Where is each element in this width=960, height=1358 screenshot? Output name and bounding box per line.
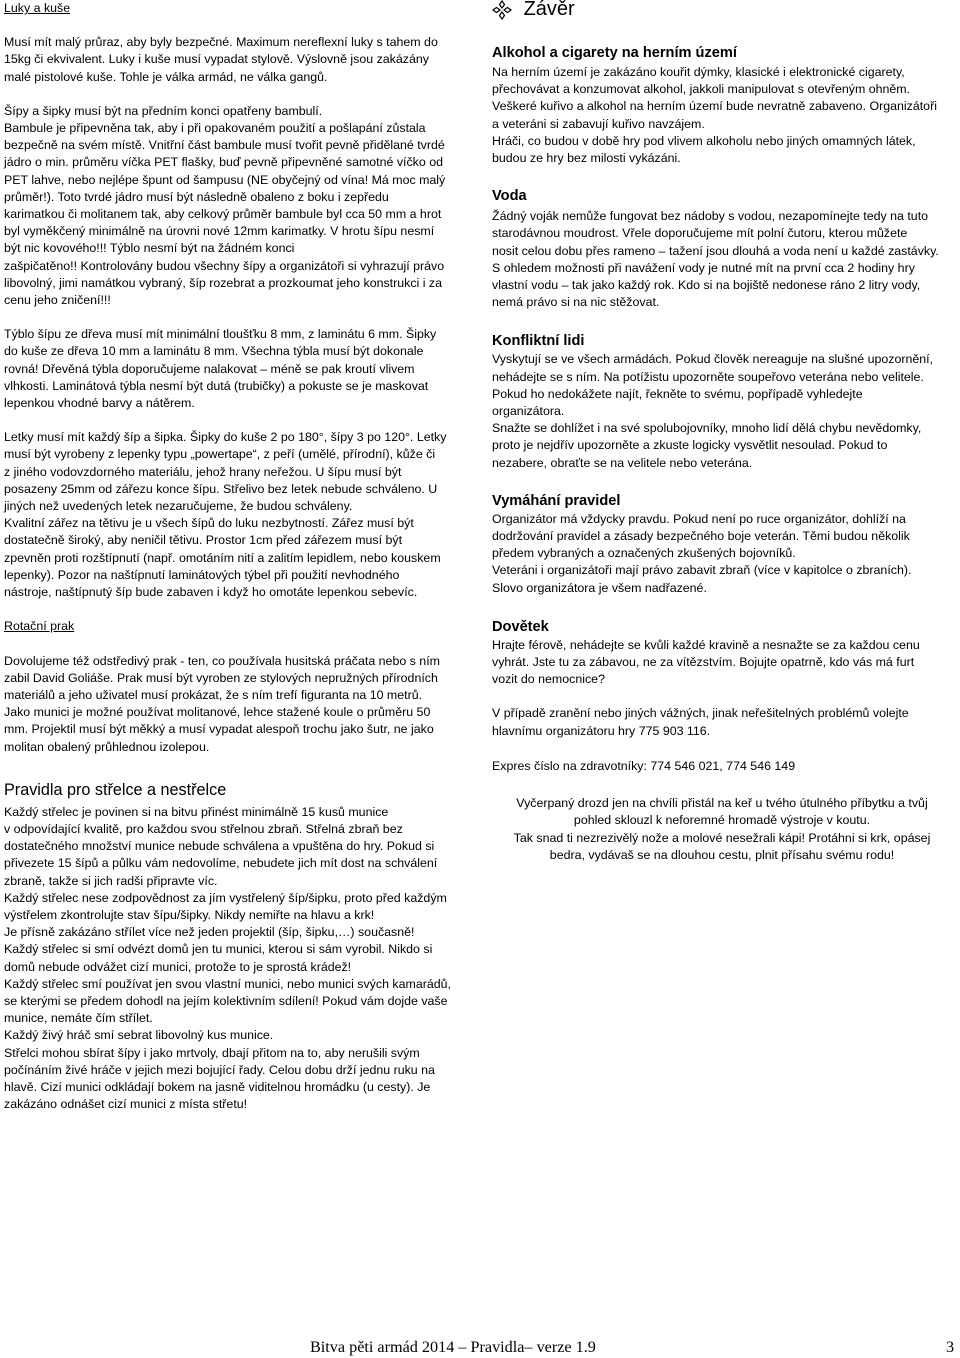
- text-line: Musí mít malý průraz, aby byly bezpečné. Maximum nereflexní luky s tahem do: [4, 35, 438, 50]
- text-line: lepenky). Pozor na naštípnutí laminátových týbel při použití nevhodného: [4, 567, 400, 582]
- text-line: PET lahve, nebo nejlépe špunt od šampusu (NE obyčejný od vína! Má moc malý: [4, 172, 446, 187]
- text-line: Každý střelec smí používat jen svou vlastní munici, nebo munici svých kamarádů,: [4, 976, 451, 991]
- text-line: Každý střelec je povinen si na bitvu přinést minimálně 15 kusů munice: [4, 804, 389, 819]
- text-line: Šípy a šipky musí být na předním konci opatřeny bambulí.: [4, 103, 323, 118]
- section-heading-voda: Voda: [492, 188, 527, 205]
- text-line: Veteráni i organizátoři mají právo zabavit zbraň (více v kapitolce o zbraních).: [492, 563, 912, 578]
- text-line: mm. Projektil musí být měkký a musí vypadat alespoň trochu jako šutr, ne jako: [4, 722, 434, 737]
- text-line: rovná! Dřevěná týbla doporučujeme nalakovat – méně se pak kroutí vlivem: [4, 361, 415, 376]
- text-line: nemá právo si na nic stěžovat.: [492, 295, 660, 310]
- text-line: domů nebude odvážet cizí munici, protože to je sprostá krádež!: [4, 959, 352, 974]
- text-line: vlastní vodu – tak jako každý rok. Kdo si na bojiště nedonese ráno 2 litry vody,: [492, 278, 921, 293]
- text-line: nástroje, naštípnutý šíp bude zabaven i když ho omotáte lepenkou sebevíc.: [4, 585, 418, 600]
- text-line: přechovávat a konzumovat alkohol, jakkoli manipulovat s otevřeným ohněm.: [492, 82, 911, 97]
- text-line: hlavnímu organizátoru hry 775 903 116.: [492, 723, 711, 738]
- page-number: 3: [946, 1338, 955, 1356]
- text-line: vyhrát. Jste tu za zábavou, ne za vítězstvím. Bojujte opatrně, kdo vás má furt: [492, 655, 915, 670]
- text-line: hlavě. Cizí munici odkládají bokem na jasně viditelnou hromádku (u cesty). Je: [4, 1079, 431, 1094]
- text-line: organizátora.: [492, 404, 565, 419]
- text-line: Jako munici je možné používat molitanové, lehce stažené koule o průměru 50: [4, 705, 431, 720]
- section-heading-vymahani: Vymáhání pravidel: [492, 492, 621, 509]
- text-line: molitan obalený průhlednou izolepou.: [4, 739, 210, 754]
- closing-paragraph: [492, 795, 952, 864]
- paragraph-sipy: [4, 103, 470, 309]
- text-line: bedra, vydávaš se na dlouhou cestu, plnit přísahu svému rodu!: [549, 847, 895, 862]
- text-line: Tak snad ti nezrezivělý nože a molové nesežrali kápi! Protáhni si krk, opásej: [513, 830, 931, 845]
- paragraph-tyblo: [4, 326, 470, 412]
- page-footer: [0, 1338, 960, 1358]
- text-line: Střelci mohou sbírat šípy i jako mrtvoly, dbají přitom na to, aby nerušili svým: [4, 1045, 420, 1060]
- expres-phone-line: Expres číslo na zdravotníky: 774 546 021, 774 546 149: [492, 758, 796, 773]
- text-line: Je přísně zakázáno střílet více než jeden projektil (šíp, šipku,…) současně!: [4, 925, 415, 940]
- four-diamond-bullet-icon: [492, 0, 518, 20]
- text-line: v odpovídající kvalitě, pro každou svou střelnou zbraň. Střelná zbraň bez: [4, 821, 403, 836]
- paragraph-pravidla: [4, 804, 470, 1114]
- text-line: Na herním území je zakázáno kouřit dýmky, klasické i elektronické cigarety,: [492, 65, 905, 79]
- paragraph-letky: [4, 429, 470, 601]
- text-line: přivezete 15 šípů a půlku vám nedovolíme, nebudete jich mít dost na schválení: [4, 856, 438, 871]
- text-line: předem vybraných a označených zkušených bojovníků.: [492, 546, 796, 561]
- text-line: Kvalitní zářez na tětivu je u všech šípů do luku nezbytností. Zářez musí být: [4, 516, 414, 531]
- text-line: nehádejte se s ním. Na potížistu upozorněte soupeřovo veterána nebo velitele.: [492, 369, 924, 384]
- section-heading-pravidla: Pravidla pro střelce a nestřelce: [4, 780, 227, 799]
- text-line: zpevněn proti rozštípnutí (např. omotáním nití a zalitím lepidlem, nebo kouskem: [4, 550, 441, 565]
- text-line: průměr!). Toto tvrdé jádro musí být následně obaleno z boku i zepředu: [4, 189, 389, 204]
- text-line: budou ze hry bez milosti vykázáni.: [492, 151, 681, 166]
- text-line: libovolný, jimi namátkou vybraný, šíp rozebrat a prozkoumat jeho konstrukci i za: [4, 275, 442, 290]
- text-line: dodržování pravidel a zásady bezpečného boje veterán. Těmi budou několik: [492, 529, 910, 544]
- text-line: lepenkou vhodné barvy a nátěrem.: [4, 396, 195, 411]
- text-line: Vyskytují se ve všech armádách. Pokud člověk nereaguje na slušné upozornění,: [492, 352, 934, 367]
- text-line: počínáním živé hráče v jejich mezi bojující řady. Celou dobu drží jednu ruku na: [4, 1062, 435, 1077]
- text-line: Organizátor má vždycky pravdu. Pokud není po ruce organizátor, dohlíží na: [492, 511, 906, 526]
- text-line: zakázáno odnášet cizí munici z místa střetu!: [4, 1097, 248, 1112]
- text-line: bezpečně na svém místě. Vnitřní část bambule musí tvořit pevně přidělané tvrdé: [4, 138, 445, 153]
- paragraph-alkohol: [492, 64, 952, 167]
- section-heading-luky: Luky a kuše: [4, 1, 71, 15]
- text-line: byl vyměkčený minimálně na úrovni nové 12mm karimatky. V hrotu šípu nesmí: [4, 224, 435, 239]
- text-line: V případě zranění nebo jiných vážných, jinak neřešitelných problémů volejte: [492, 706, 909, 721]
- text-line: zašpičatěno!! Kontrolovány budou všechny šípy a organizátoři si vyhrazují právo: [4, 258, 445, 273]
- text-line: Vyčerpaný drozd jen na chvíli přistál na keř u tvého útulného příbytku a tvůj: [516, 796, 928, 811]
- left-column: [4, 0, 470, 1113]
- section-heading-alkohol: Alkohol a cigarety na herním území: [492, 45, 737, 61]
- text-line: starodávnou moudrost. Vřele doporučujeme mít polní čutoru, kterou můžete: [492, 226, 908, 241]
- text-line: malé pistolové kuše. Tohle je válka armád, ne válka gangů.: [4, 69, 328, 84]
- right-column: [492, 0, 952, 864]
- text-line: S ohledem možnosti při navážení vody je nutné mít na první cca 2 hodiny hry: [492, 260, 915, 275]
- text-line: jádro o min. průměru víčka PET flašky, buď pevně připevněné samotné víčko od: [4, 155, 443, 170]
- text-line: proto je nejdřív upozorněte a zkuste logicky vysvětlit nesoulad. Pokud to: [492, 438, 888, 453]
- paragraph-zraneni: [492, 705, 952, 739]
- text-line: vozit do nemocnice?: [492, 672, 605, 687]
- text-line: dostatečného množství munice nebude schválena a vpuštěna do hry. Pokud si: [4, 839, 435, 854]
- text-line: Dovolujeme též odstředivý prak - ten, co používala husitská práčata nebo s ním: [4, 653, 440, 668]
- text-line: Letky musí mít každý šíp a šipka. Šipky do kuše 2 po 180°, šípy 3 po 120°. Letky: [4, 430, 447, 445]
- text-line: dostatečně široký, aby neničil tětivu. Prostor 1cm před zářezem musí být: [4, 533, 403, 548]
- section-heading-konflikt: Konfliktní lidi: [492, 333, 585, 350]
- text-line: do kuše ze dřeva 10 mm a laminátu 8 mm. Všechna týbla musí být dokonale: [4, 344, 424, 359]
- text-line: výstřelem zkontrolujte stav šípu/šipky. Nikdy nemiřte na hlavu a krk!: [4, 907, 375, 922]
- text-line: cenu jeho zničení!!!: [4, 293, 111, 308]
- footer-title: Bitva pěti armád 2014 – Pravidla– verze 1.9: [310, 1338, 596, 1356]
- text-line: pohled sklouzl k neforemné hromadě výstroje v koutu.: [573, 813, 871, 828]
- text-line: jiných než uvedených letek nezaručujeme, že budou schváleny.: [4, 499, 353, 514]
- text-line: Hráči, co budou v době hry pod vlivem alkoholu nebo jiných omamných látek,: [492, 133, 916, 148]
- text-line: Hrajte férově, nehádejte se kvůli každé kravině a nesnažte se za každou cenu: [492, 637, 920, 652]
- section-heading-rotacni-prak: Rotační prak: [4, 619, 75, 634]
- text-line: posazeny 25mm od zářezu konce šípu. Střelivo bez letek nebude schváleno. U: [4, 481, 438, 496]
- text-line: Bambule je připevněna tak, aby i při opakovaném použití a pošlapání zůstala: [4, 121, 426, 136]
- text-line: Každý střelec nese zodpovědnost za jím vystřelený šíp/šipku, proto před každým: [4, 890, 447, 905]
- text-line: zabil David Goliáše. Prak musí být vyroben ze stylových nepružných přírodních: [4, 670, 438, 685]
- text-line: munice, nemáte čím střílet.: [4, 1011, 153, 1026]
- paragraph-konflikt: [492, 351, 952, 471]
- text-line: se kterými se předem dohodl na jejím kolektivním sdílení! Pokud vám dojde vaše: [4, 993, 448, 1008]
- text-line: zbraně, takže si jich radši připravte víc.: [4, 873, 218, 888]
- paragraph-rotacni-prak: [4, 653, 470, 756]
- text-line: Pokud ho nedokážete najít, řekněte to svému, popřípadě vyhledejte: [492, 386, 863, 401]
- zaver-heading: Závěr: [523, 0, 575, 20]
- text-line: karimatkou či molitanem tak, aby celkový průměr bambule byl cca 50 mm a hrot: [4, 207, 442, 222]
- text-line: Veškeré kuřivo a alkohol na herním území bude nevratně zabaveno. Organizátoři: [492, 99, 937, 114]
- text-line: z jiného vodovzdorného materiálu, jehož hrany neřežou. U šípu musí být: [4, 464, 402, 479]
- paragraph-vymahani: [492, 511, 952, 597]
- text-line: nezabere, obraťte se na velitele nebo veterána.: [492, 455, 753, 470]
- text-line: vlhkosti. Laminátová týbla nesmí být dutá (trubičky) a pokuste se je maskovat: [4, 378, 429, 393]
- text-line: nosit celou dobu přes rameno – tažení jsou dlouhá a voda není u každé zastávky.: [492, 243, 939, 258]
- section-heading-dovetek: Dovětek: [492, 618, 549, 635]
- text-line: Každý střelec si smí odvézt domů jen tu munici, kterou si sám vyrobil. Nikdo si: [4, 942, 433, 957]
- paragraph-voda: [492, 208, 952, 311]
- zaver-heading-row: [492, 0, 952, 20]
- text-line: Snažte se dohlížet i na své spolubojovníky, mnoho lidí dělá chybu nevědomky,: [492, 421, 922, 436]
- text-line: být nic kovového!!! Týblo nesmí být na žádném konci: [4, 241, 295, 256]
- paragraph-luky: [4, 34, 470, 86]
- text-line: a veteráni si zabavují kuřivo navzájem.: [492, 116, 705, 131]
- text-line: Slovo organizátora je všem nadřazené.: [492, 580, 707, 595]
- text-line: 15kg či ekvivalent. Luky i kuše musí vypadat stylově. Výslovně jsou zakázány: [4, 52, 429, 67]
- text-line: Žádný voják nemůže fungovat bez nádoby s vodou, nezapomínejte tedy na tuto: [492, 209, 929, 224]
- paragraph-dovetek: [492, 637, 952, 689]
- text-line: musí být vyrobeny z lepenky typu „powertape“, z peří (umělé, přírodní), kůže či: [4, 447, 436, 462]
- text-line: materiálů a jeho uživatel musí prokázat, že s ním trefí figuranta na 10 metrů.: [4, 687, 423, 702]
- text-line: Každý živý hráč smí sebrat libovolný kus munice.: [4, 1028, 274, 1043]
- text-line: Týblo šípu ze dřeva musí mít minimální tloušťku 8 mm, z laminátu 6 mm. Šipky: [4, 327, 437, 342]
